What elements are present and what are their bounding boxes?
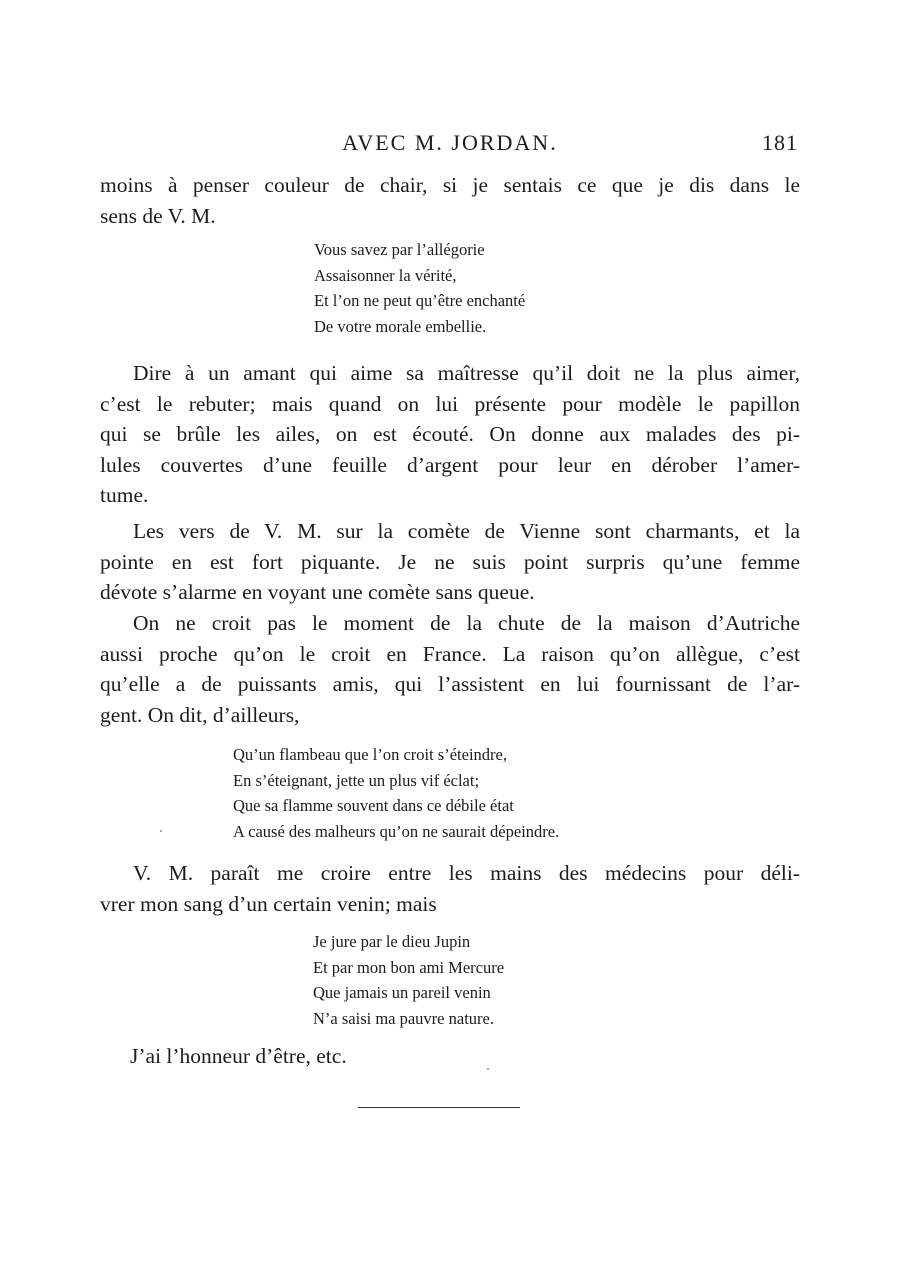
text-line: gent. On dit, d’ailleurs,	[100, 702, 300, 727]
text-line: vrer mon sang d’un certain venin; mais	[100, 891, 437, 916]
verse-line: Et par mon bon ami Mercure	[313, 957, 505, 977]
verse-stanza	[313, 929, 504, 1031]
text-line: Dire à un amant qui aime sa maîtresse qu’il doit ne la plus aimer,	[133, 361, 800, 385]
text-line: moins à penser couleur de chair, si je sentais ce que je dis dans le	[100, 173, 800, 197]
text-line: dévote s’alarme en voyant une comète sans queue.	[100, 580, 535, 604]
text-line: tume.	[100, 483, 149, 507]
verse-line: Qu’un flambeau que l’on croit s’éteindre,	[233, 745, 507, 764]
verse-line: Que jamais un pareil venin	[313, 983, 491, 1002]
verse-line: Et l’on ne peut qu’être enchanté	[314, 291, 526, 310]
text-line: sens de V. M.	[100, 203, 216, 228]
text-line: Les vers de V. M. sur la comète de Vienne sont charmants, et la	[133, 519, 800, 543]
verse-line: Que sa flamme souvent dans ce débile état	[233, 796, 514, 815]
running-title: AVEC M. JORDAN.	[342, 130, 558, 155]
text-line: lules couvertes d’une feuille d’argent pour leur en dérober l’amer-	[100, 452, 800, 477]
verse-line: Vous savez par l’allégorie	[314, 240, 485, 259]
verse-line: A causé des malheurs qu’on ne saurait dépeindre.	[233, 821, 560, 841]
paragraph	[100, 358, 800, 511]
text-line: On ne croit pas le moment de la chute de la maison d’Autriche	[133, 611, 800, 635]
paragraph	[100, 608, 800, 730]
verse-line: Je jure par le dieu Jupin	[313, 932, 471, 951]
text-line: aussi proche qu’on le croit en France. La raison qu’on allègue, c’est	[100, 641, 800, 666]
page-number: 181	[762, 130, 798, 155]
verse-line: De votre morale embellie.	[314, 316, 487, 336]
text-line: c’est le rebuter; mais quand on lui présente pour modèle le papillon	[100, 391, 800, 416]
text-line: pointe en est fort piquante. Je ne suis point surpris qu’une femme	[100, 549, 800, 574]
print-speck	[160, 830, 162, 832]
verse-line: N’a saisi ma pauvre nature.	[313, 1008, 494, 1028]
end-rule	[358, 1107, 520, 1108]
paragraph	[100, 858, 800, 919]
verse-stanza	[314, 237, 525, 339]
running-head	[100, 130, 800, 160]
text-line: V. M. paraît me croire entre les mains des médecins pour déli-	[133, 861, 800, 885]
paragraph	[100, 516, 800, 608]
text-line: qu’elle a de puissants amis, qui l’assistent en lui fournissant de l’ar-	[100, 672, 800, 696]
verse-line: Assaisonner la vérité,	[314, 265, 457, 285]
text-line: qui se brûle les ailes, on est écouté. On donne aux malades des pi-	[100, 422, 800, 446]
paragraph-continuation	[100, 170, 800, 231]
verse-stanza	[233, 742, 559, 844]
closing-line: J’ai l’honneur d’être, etc.	[130, 1044, 347, 1068]
verse-line: En s’éteignant, jette un plus vif éclat;	[233, 770, 480, 790]
print-speck	[487, 1068, 489, 1070]
